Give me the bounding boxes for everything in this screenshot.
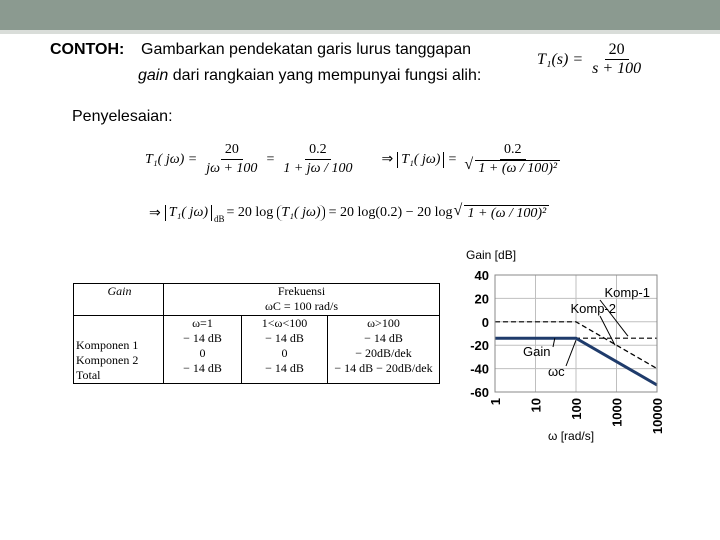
eq2-sqrt: √ 1 + (ω / 100)²: [464, 205, 549, 222]
table-header-frequency-title: Frekuensi: [277, 284, 326, 298]
tf-lhs: T₁(s) =: [537, 50, 584, 68]
eq2-abs: T₁( jω): [165, 205, 212, 221]
table-cell: − 14 dB: [265, 361, 304, 375]
x-tick-label: 10: [528, 398, 544, 413]
table-header-cutoff: ωC = 100 rad/s: [265, 299, 338, 313]
eq1-equals: =: [266, 151, 275, 167]
example-line-1: Gambarkan pendekatan garis lurus tanggapan: [141, 41, 471, 58]
y-tick-label: 20: [474, 291, 489, 307]
leader-omega-c: [566, 340, 576, 366]
y-tick-label: -20: [470, 338, 489, 354]
tf-num: 20: [605, 42, 629, 60]
table-col-1-head: ω=1: [192, 316, 213, 330]
table-col-2-head: 1<ω<100: [261, 316, 308, 330]
eq2-inner: T₁( jω): [277, 205, 324, 221]
eq1-f3-den: √ 1 + (ω / 100)²: [475, 160, 560, 176]
table-row-label-3: Total: [76, 368, 101, 382]
eq1-implies: ⇒: [381, 152, 394, 167]
leader-komp-2: [600, 316, 615, 345]
y-axis-label: Gain [dB]: [466, 248, 517, 262]
solution-label: Penyelesaian:: [72, 108, 173, 125]
y-tick-label: 0: [481, 314, 489, 330]
table-cell: − 20dB/dek: [355, 346, 412, 360]
annotation-omega-c: ωc: [548, 364, 565, 379]
x-axis-label: ω [rad/s]: [548, 429, 595, 443]
table-cell: − 14 dB: [183, 331, 222, 345]
eq1-f3-num: 0.2: [500, 142, 526, 160]
x-tick-label: 1000: [609, 398, 625, 427]
example-line-2-italic: gain: [138, 67, 169, 84]
eq1-equals-2: =: [448, 151, 457, 167]
table-header-gain-text: Gain: [107, 284, 132, 298]
y-tick-label: -60: [470, 385, 489, 400]
eq1-f2-num: 0.2: [305, 142, 331, 160]
table-cell: − 14 dB − 20dB/dek: [334, 361, 433, 375]
eq1-f2-den: 1 + jω / 100: [283, 161, 353, 176]
table-cell: − 14 dB: [364, 331, 403, 345]
x-tick-label: 10000: [650, 398, 665, 435]
table-cell: − 14 dB: [265, 331, 304, 345]
eq1-f1-num: 20: [221, 142, 243, 160]
table-cell: 0: [281, 346, 288, 360]
x-tick-label: 1: [488, 398, 503, 406]
eq2-implies: ⇒: [149, 205, 161, 221]
tf-den: s + 100: [592, 60, 642, 77]
x-tick-label: 100: [569, 398, 584, 420]
example-line-2-rest: dari rangkaian yang mempunyai fungsi alih:: [168, 67, 482, 84]
eq1-lhs: T₁( jω) =: [145, 151, 198, 167]
annotation-gain: Gain: [523, 344, 551, 359]
y-tick-label: 40: [474, 268, 489, 283]
annotation-komp-1: Komp-1: [604, 285, 650, 300]
example-label: CONTOH:: [50, 41, 125, 58]
eq2-rhs1: = 20 log: [226, 205, 274, 220]
eq2-rhs2: = 20 log(0.2) − 20 log: [328, 205, 453, 220]
eq2-sub: dB: [214, 214, 225, 224]
eq1-abs: T₁( jω): [397, 152, 444, 168]
table-row-label-1: Komponen 1: [76, 338, 139, 352]
table-cell: − 14 dB: [183, 361, 222, 375]
table-col-3-head: ω>100: [367, 316, 400, 330]
table-cell: 0: [199, 346, 206, 360]
eq1-f1-den: jω + 100: [206, 161, 258, 176]
annotation-komp-2: Komp-2: [570, 301, 616, 316]
table-row-label-2: Komponen 2: [76, 353, 139, 367]
y-tick-label: -40: [470, 361, 489, 377]
